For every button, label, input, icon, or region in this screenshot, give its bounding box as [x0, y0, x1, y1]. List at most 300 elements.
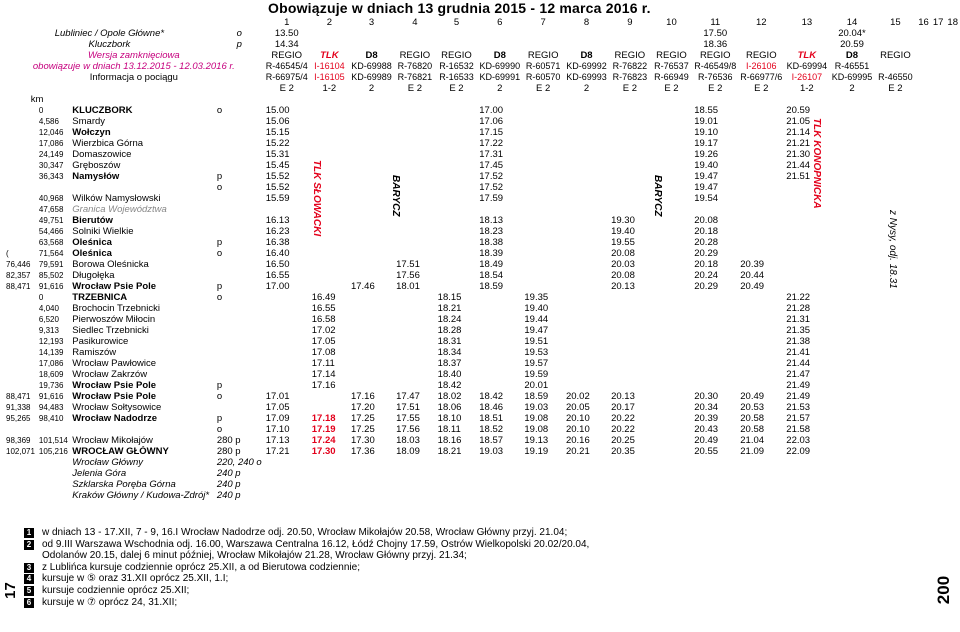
onward-station: Kraków Główny / Kudowa-Zdrój*	[72, 490, 210, 501]
time-cell: 21.31	[786, 314, 811, 325]
time-cell	[264, 336, 310, 347]
time-cell: 21.44	[786, 160, 811, 171]
time-cell	[784, 204, 829, 215]
station-b-row	[4, 380, 960, 391]
km-section: 54,466	[38, 227, 64, 236]
time-cell	[522, 193, 564, 204]
time-cell: 20.03	[611, 259, 635, 270]
time-cell	[609, 193, 651, 204]
time-cell: 21.05	[786, 116, 811, 127]
time-cell	[738, 28, 784, 39]
time-cell	[436, 149, 478, 160]
column-number: 14	[846, 17, 858, 28]
time-cell	[564, 116, 609, 127]
km-cumulative	[4, 171, 37, 182]
time-cell: 18.46	[479, 402, 504, 413]
time-cell	[609, 314, 651, 325]
validity-label: obowiązuje w dniach 13.12.2015 - 12.03.2016 r.	[32, 61, 235, 72]
train-category: REGIO	[745, 50, 777, 61]
time-cell	[436, 270, 478, 281]
km-cumulative	[4, 215, 37, 226]
time-cell: 17.09	[265, 413, 290, 424]
spacer	[310, 94, 349, 105]
time-cell: 22.09	[786, 446, 811, 457]
time-cell	[738, 237, 784, 248]
km-cumulative	[4, 347, 37, 358]
time-cell	[651, 347, 693, 358]
time-cell	[564, 193, 609, 204]
time-cell	[738, 226, 784, 237]
time-cell	[609, 127, 651, 138]
time-cell	[738, 215, 784, 226]
time-cell: 18.40	[437, 369, 462, 380]
time-cell: 19.40	[611, 226, 635, 237]
arr-dep-mark	[215, 215, 264, 226]
time-cell	[522, 248, 564, 259]
time-cell	[477, 39, 522, 50]
time-cell	[609, 336, 651, 347]
station-name: Wrocław Psie Pole	[72, 380, 157, 391]
time-cell: 19.03	[479, 446, 504, 457]
time-cell	[651, 314, 693, 325]
time-cell	[564, 347, 609, 358]
km-section: 30,347	[38, 161, 64, 170]
time-cell	[310, 138, 349, 149]
time-cell	[564, 127, 609, 138]
station-c-row	[4, 402, 960, 413]
km-cumulative: 91,338	[6, 403, 31, 412]
train-category: REGIO	[656, 50, 687, 61]
time-cell: 19.54	[694, 193, 719, 204]
time-cell	[349, 314, 394, 325]
time-cell	[394, 314, 436, 325]
time-cell: 17.24	[311, 435, 336, 446]
time-cell: 17.21	[265, 446, 290, 457]
time-cell: 17.25	[350, 413, 375, 424]
time-cell	[349, 116, 394, 127]
km-cumulative	[4, 380, 37, 391]
time-cell: 20.35	[611, 446, 635, 457]
station-c-row	[4, 391, 960, 402]
service-class: E 2	[708, 83, 723, 94]
time-cell: 20.25	[611, 435, 635, 446]
time-cell: 20.08	[694, 215, 719, 226]
time-cell	[349, 160, 394, 171]
train-name-barycz-1: BARYCZ	[390, 175, 401, 217]
time-cell	[349, 325, 394, 336]
station-a-row	[4, 270, 960, 281]
time-cell: 15.31	[265, 149, 290, 160]
time-cell	[651, 303, 693, 314]
time-cell	[564, 105, 609, 116]
time-cell: 18.42	[437, 380, 462, 391]
km-section: 105,216	[38, 447, 68, 456]
time-cell: 17.51	[396, 402, 420, 413]
arr-dep-mark	[215, 116, 264, 127]
station-name: Wrocław Nadodrze	[72, 413, 158, 424]
time-cell	[477, 28, 522, 39]
time-cell	[564, 138, 609, 149]
station-name: Ramiszów	[72, 347, 117, 358]
time-cell: 21.53	[786, 402, 811, 413]
station-name: Namysłów	[72, 171, 120, 182]
spacer	[477, 94, 522, 105]
time-cell: 18.23	[479, 226, 504, 237]
service-class: E 2	[536, 83, 551, 94]
time-cell: 17.30	[350, 435, 375, 446]
time-cell: 20.44	[740, 270, 765, 281]
time-cell	[692, 358, 738, 369]
time-cell	[651, 28, 693, 39]
spacer	[931, 94, 946, 105]
train-category: REGIO	[699, 50, 731, 61]
km-cumulative: 95,265	[6, 414, 31, 423]
time-cell: 17.50	[703, 28, 728, 39]
time-cell	[738, 314, 784, 325]
time-cell	[264, 314, 310, 325]
time-cell: 17.45	[479, 160, 504, 171]
time-cell: 19.01	[694, 116, 719, 127]
train-number: R-76822	[612, 61, 648, 71]
station-name: Wrocław Psie Pole	[72, 281, 157, 292]
km-cumulative	[4, 336, 37, 347]
time-cell: 21.38	[786, 336, 811, 347]
time-cell: 15.45	[265, 160, 290, 171]
time-cell	[436, 259, 478, 270]
time-cell	[738, 138, 784, 149]
km-section	[37, 424, 70, 435]
time-cell	[349, 127, 394, 138]
time-cell	[692, 292, 738, 303]
station-c-row	[4, 435, 960, 446]
time-cell: 19.19	[524, 446, 549, 457]
time-cell	[738, 380, 784, 391]
time-cell: 20.30	[694, 391, 719, 402]
arr-dep-mark: p	[216, 281, 223, 292]
time-cell: 21.49	[786, 391, 811, 402]
time-cell	[264, 292, 310, 303]
time-cell	[651, 446, 693, 457]
station-name: Wołczyn	[72, 127, 111, 138]
time-cell: 17.18	[311, 413, 336, 424]
time-cell	[784, 281, 829, 292]
station-name: Wrocław Pawłowice	[72, 358, 157, 369]
time-cell	[651, 149, 693, 160]
time-cell: 20.39	[694, 413, 719, 424]
arr-dep-mark	[215, 226, 264, 237]
km-section: 17,086	[38, 359, 64, 368]
column-number-row	[4, 17, 960, 28]
time-cell: 17.19	[311, 424, 336, 435]
km-section: 24,149	[38, 150, 64, 159]
km-cumulative	[4, 358, 37, 369]
time-cell: 18.57	[479, 435, 504, 446]
service-class: E 2	[622, 83, 637, 94]
time-cell: 17.00	[265, 281, 290, 292]
station-b-row	[4, 369, 960, 380]
time-cell: 17.11	[311, 358, 335, 369]
time-cell	[651, 226, 693, 237]
service-class: 2	[497, 83, 503, 94]
time-cell	[609, 182, 651, 193]
km-section: 4,040	[38, 304, 59, 313]
time-cell	[564, 28, 609, 39]
time-cell: 20.18	[694, 226, 719, 237]
time-cell: 21.51	[786, 171, 811, 182]
station-a-row	[4, 237, 960, 248]
time-cell	[564, 336, 609, 347]
time-cell: 19.40	[694, 160, 719, 171]
station-a-row	[4, 105, 960, 116]
arr-dep-mark: 240 p	[216, 468, 241, 479]
time-cell: 20.43	[694, 424, 719, 435]
time-cell	[738, 193, 784, 204]
service-class: 1-2	[799, 83, 814, 94]
column-number: 7	[540, 17, 546, 28]
arr-dep-mark	[215, 402, 264, 413]
time-cell	[784, 237, 829, 248]
time-cell: 17.22	[479, 138, 504, 149]
station-b-row	[4, 292, 960, 303]
arr-dep-mark	[215, 336, 264, 347]
time-cell: 20.39	[740, 259, 765, 270]
time-cell	[349, 28, 394, 39]
km-section: 0	[38, 293, 44, 302]
km-section: 12,193	[38, 337, 64, 346]
km-cumulative	[4, 160, 37, 171]
time-cell: 17.56	[396, 270, 420, 281]
time-cell: 16.49	[311, 292, 336, 303]
footnote-text: kursuje codziennie oprócz 25.XII;	[42, 584, 190, 596]
train-category: REGIO	[399, 50, 431, 61]
km-cumulative	[4, 226, 37, 237]
time-cell: 18.28	[437, 325, 462, 336]
time-cell	[394, 116, 436, 127]
time-cell	[564, 358, 609, 369]
time-cell	[394, 160, 436, 171]
time-cell	[692, 204, 738, 215]
time-cell: 19.53	[524, 347, 549, 358]
time-cell: 18.42	[479, 391, 504, 402]
time-cell	[564, 149, 609, 160]
arr-dep-mark: 240 p	[216, 479, 241, 490]
time-cell: 17.59	[479, 193, 504, 204]
time-cell	[609, 325, 651, 336]
column-number: 17	[932, 17, 944, 28]
time-cell	[349, 336, 394, 347]
time-cell: 20.53	[740, 402, 765, 413]
arr-dep-mark	[215, 303, 264, 314]
time-cell: 17.13	[265, 435, 290, 446]
time-cell	[522, 204, 564, 215]
time-cell: 19.08	[524, 424, 549, 435]
column-number: 18	[947, 17, 958, 28]
spacer	[4, 479, 70, 490]
time-cell	[394, 215, 436, 226]
time-cell: 17.00	[479, 105, 504, 116]
km-section: 94,483	[38, 403, 64, 412]
station-name: Wrocław Mikołajów	[72, 435, 153, 446]
time-cell	[609, 160, 651, 171]
train-number: KD-69988	[351, 61, 392, 71]
km-section: 91,616	[38, 282, 64, 291]
time-cell	[564, 215, 609, 226]
column-number: 12	[755, 17, 767, 28]
time-cell	[436, 116, 478, 127]
station-name: Smardy	[72, 116, 106, 127]
time-cell	[522, 160, 564, 171]
time-cell	[394, 39, 436, 50]
time-cell: 18.21	[437, 446, 462, 457]
column-number: 16	[918, 17, 929, 28]
time-cell	[522, 270, 564, 281]
time-cell: 18.21	[437, 303, 462, 314]
time-cell	[609, 149, 651, 160]
time-cell	[651, 248, 693, 259]
train-number: KD-69993	[566, 72, 607, 82]
time-cell	[477, 369, 522, 380]
train-number: R-16533	[439, 72, 474, 82]
spacer	[4, 457, 70, 468]
time-cell	[692, 314, 738, 325]
time-cell: 18.34	[437, 347, 462, 358]
km-section: 9,313	[38, 326, 59, 335]
train-number: R-76823	[612, 72, 648, 82]
train-number: R-76536	[697, 72, 733, 82]
time-cell	[349, 138, 394, 149]
km-cumulative	[4, 193, 37, 204]
time-cell	[310, 281, 349, 292]
train-number: R-60570	[525, 72, 561, 82]
time-cell: 18.54	[479, 270, 504, 281]
train-number: I-26106	[746, 61, 777, 71]
time-cell: 20.28	[694, 237, 719, 248]
time-cell: 20.58	[740, 413, 765, 424]
column-number: 2	[326, 17, 332, 28]
spacer	[4, 468, 70, 479]
station-b-row	[4, 303, 960, 314]
time-cell: 18.55	[694, 105, 719, 116]
station-name: Gręboszów	[72, 160, 121, 171]
time-cell	[349, 226, 394, 237]
time-cell	[651, 358, 693, 369]
time-cell	[564, 204, 609, 215]
time-cell: 19.47	[694, 171, 719, 182]
station-c-row	[4, 413, 960, 424]
train-number: KD-69989	[351, 72, 392, 82]
time-cell	[522, 28, 564, 39]
time-cell	[784, 28, 829, 39]
time-cell	[651, 39, 693, 50]
time-cell	[522, 237, 564, 248]
category-row	[4, 50, 960, 61]
time-cell: 17.14	[311, 369, 336, 380]
station-name: Bierutów	[72, 215, 113, 226]
time-cell: 15.15	[265, 127, 290, 138]
time-cell	[394, 336, 436, 347]
service-class: E 2	[888, 83, 903, 94]
spacer	[564, 94, 609, 105]
station-a-row	[4, 215, 960, 226]
time-cell	[310, 402, 349, 413]
time-cell	[394, 28, 436, 39]
time-cell: 19.26	[694, 149, 719, 160]
station-b-row	[4, 347, 960, 358]
footnote-marker: 6	[24, 598, 34, 608]
train-number: I-16105	[314, 72, 345, 82]
time-cell: 16.58	[311, 314, 336, 325]
train-category: REGIO	[271, 50, 303, 61]
km-cumulative	[4, 325, 37, 336]
time-cell	[436, 182, 478, 193]
km-section: 12,046	[38, 128, 64, 137]
time-cell: 20.02	[565, 391, 590, 402]
time-cell	[651, 215, 693, 226]
time-cell	[564, 292, 609, 303]
time-cell	[349, 149, 394, 160]
footnote-marker: 4	[24, 574, 34, 584]
time-cell: 18.15	[437, 292, 462, 303]
train-category: REGIO	[614, 50, 646, 61]
time-cell	[609, 204, 651, 215]
time-cell: 20.22	[611, 424, 635, 435]
station-name: Wrocław Sołtysowice	[72, 402, 162, 413]
station-name: Długołęka	[72, 270, 115, 281]
time-cell: 17.15	[479, 127, 504, 138]
time-cell	[394, 303, 436, 314]
time-cell: 16.38	[265, 237, 290, 248]
station-name: TRZEBNICA	[72, 292, 128, 303]
km-section: 101,514	[38, 436, 68, 445]
train-number: R-46545/4	[265, 61, 308, 71]
station-name: Domaszowice	[72, 149, 132, 160]
time-cell	[477, 204, 522, 215]
time-cell	[436, 193, 478, 204]
time-cell: 20.29	[694, 248, 719, 259]
time-cell	[436, 28, 478, 39]
time-cell: 20.10	[565, 424, 590, 435]
time-cell	[651, 270, 693, 281]
time-cell	[477, 314, 522, 325]
time-cell	[310, 259, 349, 270]
time-cell	[477, 358, 522, 369]
time-cell: 20.13	[611, 281, 635, 292]
time-cell	[738, 292, 784, 303]
time-cell	[609, 303, 651, 314]
time-cell: 18.51	[479, 413, 504, 424]
time-cell	[394, 226, 436, 237]
footnote-marker: 5	[24, 586, 34, 596]
service-class: E 2	[664, 83, 679, 94]
time-cell: 20.05	[565, 402, 590, 413]
time-cell	[349, 380, 394, 391]
time-cell	[349, 237, 394, 248]
spacer	[394, 94, 436, 105]
column-number: 9	[627, 17, 633, 28]
time-cell	[738, 303, 784, 314]
time-cell	[349, 292, 394, 303]
arr-dep-mark: 240 p	[216, 490, 241, 501]
time-cell	[651, 138, 693, 149]
time-cell	[609, 358, 651, 369]
spacer	[436, 94, 478, 105]
time-cell	[651, 237, 693, 248]
time-cell	[349, 215, 394, 226]
time-cell	[784, 39, 829, 50]
onward-row	[4, 490, 960, 501]
footnote	[20, 562, 920, 574]
time-cell: 15.59	[265, 193, 290, 204]
